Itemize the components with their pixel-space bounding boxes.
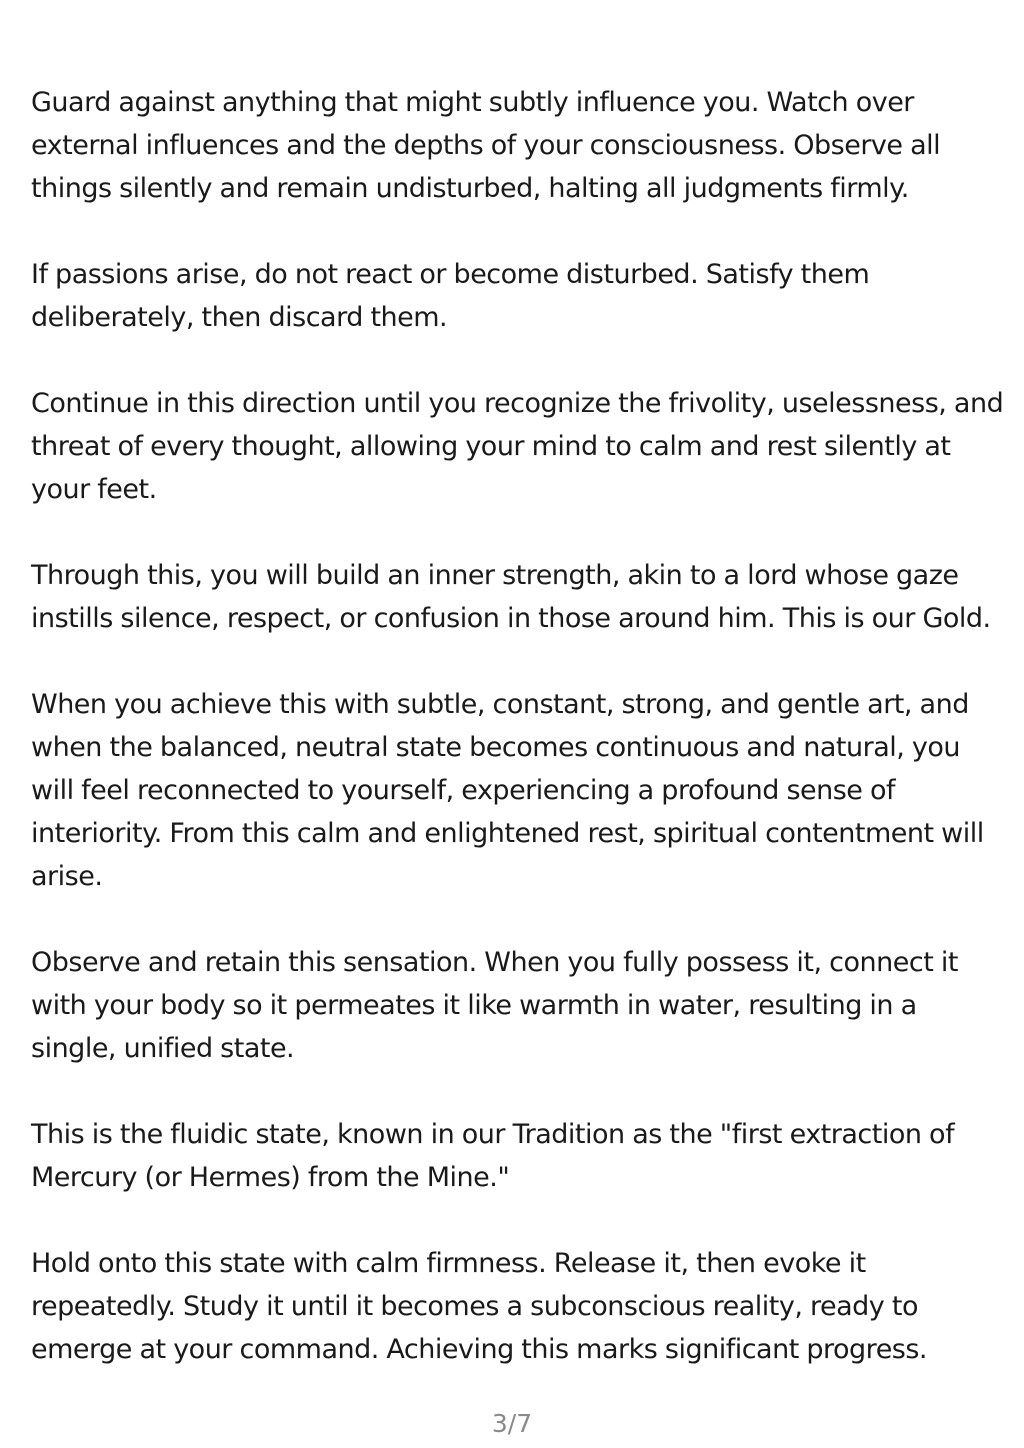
paragraph-7: This is the fluidic state, known in our Tradition as the "first extraction of Mercury (or Hermes) from the Mine." <box>31 1119 955 1193</box>
page-indicator: 3/7 <box>491 1409 533 1438</box>
document-body <box>31 81 1006 1371</box>
paragraph-5: When you achieve this with subtle, constant, strong, and gentle art, and when the balanced, neutral state becomes continuous and natural, you will feel reconnected to yourself, experiencing a profound sense of interiority. From this calm and enlightened rest, spiritual contentment will arise. <box>31 689 984 892</box>
paragraph-4: Through this, you will build an inner strength, akin to a lord whose gaze instills silence, respect, or confusion in those around him. This is our Gold. <box>31 560 991 634</box>
paragraph-3: Continue in this direction until you recognize the frivolity, uselessness, and threat of every thought, allowing your mind to calm and rest silently at your feet. <box>31 388 1004 505</box>
paragraph-8: Hold onto this state with calm firmness. Release it, then evoke it repeatedly. Study it until it becomes a subconscious reality, ready to emerge at your command. Achieving this marks significant progress. <box>31 1248 928 1365</box>
paragraph-2: If passions arise, do not react or become disturbed. Satisfy them deliberately, then discard them. <box>31 259 870 333</box>
paragraph-6: Observe and retain this sensation. When you fully possess it, connect it with your body so it permeates it like warmth in water, resulting in a single, unified state. <box>31 947 958 1064</box>
paragraph-1: Guard against anything that might subtly influence you. Watch over external influences and the depths of your consciousness. Observe all things silently and remain undisturbed, halting all judgments firmly. <box>31 87 941 204</box>
